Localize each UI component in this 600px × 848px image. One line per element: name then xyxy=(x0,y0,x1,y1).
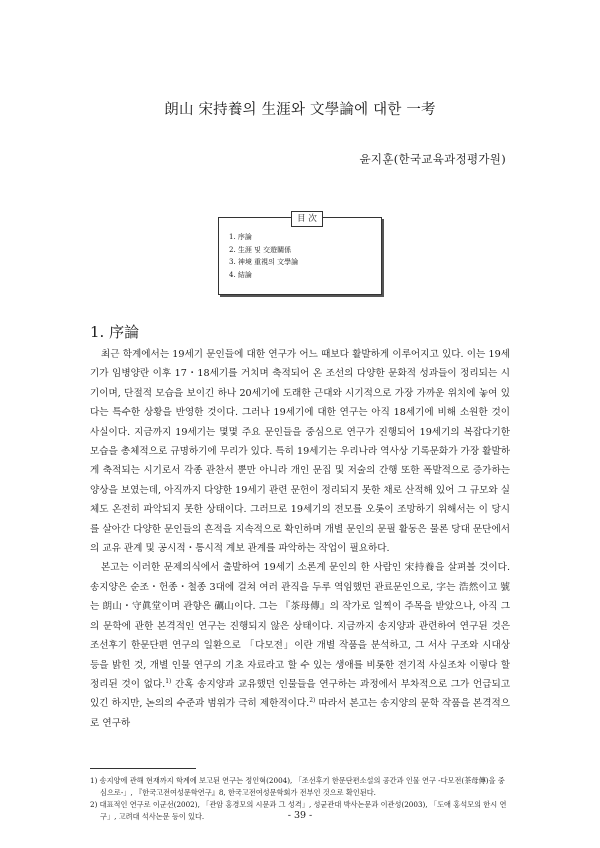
footnote-ref-1[interactable]: 1) xyxy=(165,677,172,685)
paragraph-1 xyxy=(90,345,510,558)
paragraph-2 xyxy=(90,558,510,733)
body-text xyxy=(90,345,510,733)
toc-item-2: 2. 生涯 및 交遊關係 xyxy=(229,245,292,254)
paragraph-2-text: 본고는 이러한 문제의식에서 출발하여 19세기 소론계 문인의 한 사람인 宋持養을 살펴볼 것이다. 송지양은 순조・헌종・철종 3대에 걸쳐 여러 관직을 두루 역임했던 관료문인으로, 字는 浩然이고 號는 朗山・守眞堂이며 관향은 礪山이다. 그는 『茶母傳』의 작가로 일찍이 주목을 받았으나, 아직 그의 문학에 관한 본격적인 연구는 진행되지 않은 상태이다. 지금까지 송지양과 관련하여 연구된 것은 조선후기 한문단편 연구의 일환으로 「다모전」이란 개별 작품을 분석하고, 그 서사 구조와 시대상 등을 밝힌 것, 개별 인물 연구의 기초 자료라고 할 수 있는 생애를 비롯한 전기적 사실조차 이렇다 할 정리된 것이 없다. xyxy=(90,562,510,690)
paragraph-2-text-cont: 간혹 송지양과 교유했던 인물들을 연구하는 과정에서 부차적으로 그가 언급되고 있긴 하지만, 논의의 수준과 범위가 극히 제한적이다. xyxy=(90,678,510,710)
toc-heading: 目 次 xyxy=(291,211,323,227)
toc-item-3: 3. 神境 重視의 文學論 xyxy=(229,258,299,266)
page-number: - 39 - xyxy=(287,810,313,821)
footnote-2: 2) 대표적인 연구로 이군선(2002), 「관암 홍경모의 시문과 그 성격」, 성균관대 박사논문과 이관성(2003), 「도애 홍석모의 한시 연구」, 고려대 석사논문 등이 있다. xyxy=(90,800,507,821)
paragraph-2-text-end: 따라서 본고는 송지양의 문학 작품을 본격적으로 연구하 xyxy=(90,698,510,729)
toc-item-4: 4. 結論 xyxy=(229,270,252,279)
toc-list xyxy=(229,231,298,281)
footnote-1: 1) 송지양에 관해 현재까지 학계에 보고된 연구는 정인혁(2004), 「조선후기 한문단편소설의 공간과 인물 연구 -다모전(茶母傳)을 중심으로-」, 『한국고전여성문학연구』8, 한국고전여성문학회가 전부인 것으로 확인된다. xyxy=(90,776,505,797)
toc-item-1: 1. 序論 xyxy=(229,233,252,241)
section-heading-introduction: 1. 序論 xyxy=(90,323,140,341)
footnote-ref-2[interactable]: 2) xyxy=(309,697,316,705)
table-of-contents xyxy=(218,214,382,295)
footnote-divider xyxy=(90,768,196,769)
paragraph-1-text: 최근 학계에서는 19세기 문인들에 대한 연구가 어느 때보다 활발하게 이루어지고 있다. 이는 19세기가 임병양란 이후 17・18세기를 거치며 축적되어 온 조선의 다양한 문화적 성과들이 정리되는 시기이며, 단절적 모습을 보이긴 하나 20세기에 도래한 근대와 시기적으로 가장 가까운 위치에 놓여 있다는 특수한 상황을 반영한 것이다. 그러나 19세기에 대한 연구는 아직 18세기에 비해 소원한 것이 사실이다. 지금까지 19세기는 몇몇 주요 문인들을 중심으로 연구가 진행되어 19세기의 복잡다기한 모습을 총체적으로 규명하기에 무리가 있다. 특히 19세기는 우리나라 역사상 기록문화가 가장 활발하게 축적되는 시기로서 각종 관찬서 뿐만 아니라 개인 문집 및 저술의 간행 또한 폭발적으로 증가하는 양상을 보였는데, 아직까지 다양한 19세기 관련 문헌이 정리되지 못한 채로 산적해 있어 그 규모와 실체도 온전히 파악되지 못한 상태이다. 그러므로 19세기의 전모를 오롯이 조망하기 위해서는 이 당시를 살아간 다양한 문인들의 흔적을 지속적으로 확인하며 개별 문인의 문필 활동은 물론 당대 문단에서의 교유 관계 및 공시적・통시적 계보 관계를 파악하는 작업이 필요하다. xyxy=(90,349,510,555)
paper-title: 朗山 宋持養의 生涯와 文學論에 대한 一考 xyxy=(164,102,436,118)
author-affiliation: 윤지훈(한국교육과정평가원) xyxy=(359,152,506,166)
